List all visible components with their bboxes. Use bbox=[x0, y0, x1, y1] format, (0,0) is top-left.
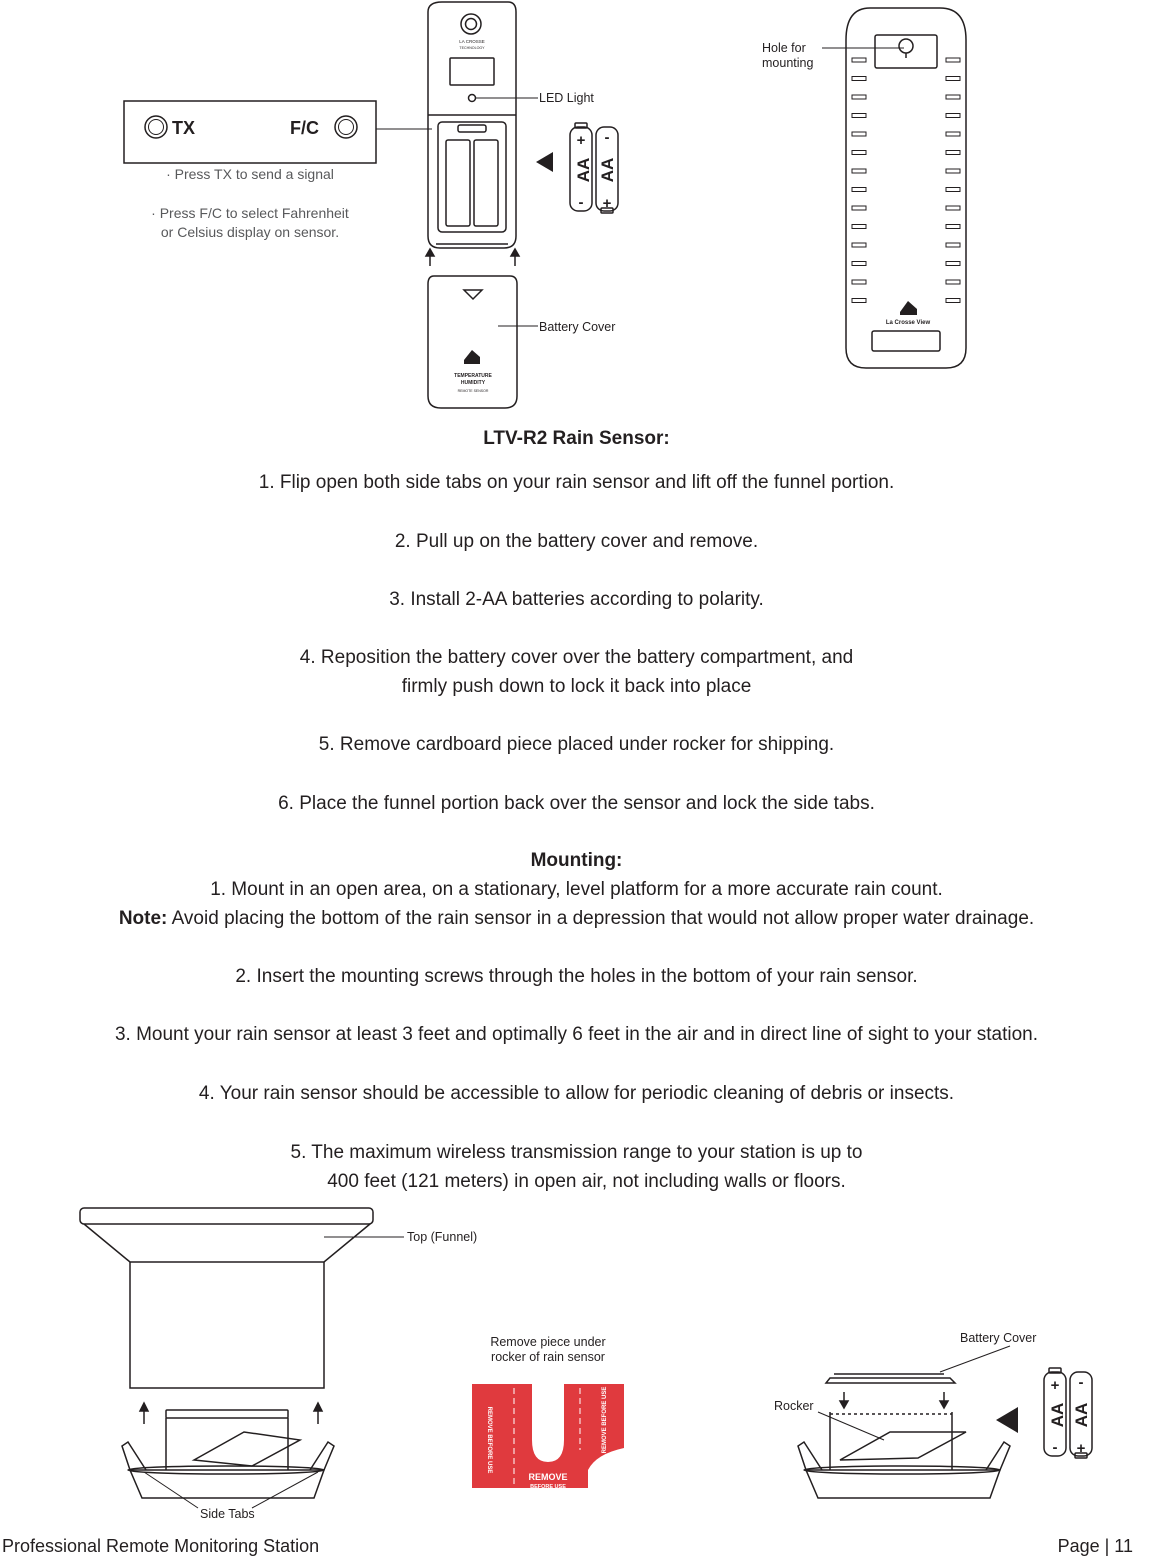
rain-step-6: 6. Place the funnel portion back over the sensor and lock the side tabs. bbox=[278, 793, 875, 814]
back-rib bbox=[852, 58, 866, 62]
mounting-step-2: 2. Insert the mounting screws through the holes in the bottom of your rain sensor. bbox=[235, 966, 918, 987]
footer-page-number: Page | 11 bbox=[1057, 1536, 1133, 1556]
battery-type-3: AA bbox=[1048, 1402, 1067, 1428]
back-rib bbox=[946, 169, 960, 173]
insert-arrow-icon bbox=[996, 1407, 1018, 1433]
back-rib bbox=[852, 151, 866, 155]
battery-plus-4: + bbox=[1076, 1440, 1086, 1457]
back-ribs bbox=[852, 58, 960, 303]
back-rib bbox=[946, 225, 960, 229]
battery-plus: + bbox=[576, 132, 586, 149]
battery-cover-2 bbox=[826, 1374, 955, 1383]
battery-cover-label: Battery Cover bbox=[539, 320, 616, 334]
back-rib bbox=[852, 169, 866, 173]
down-arrow-icon bbox=[840, 1392, 948, 1408]
card-center-text-1: REMOVE bbox=[528, 1472, 568, 1482]
back-rib bbox=[946, 188, 960, 192]
battery-type-4: AA bbox=[1072, 1402, 1091, 1428]
battery-type: AA bbox=[574, 157, 593, 183]
back-rib bbox=[852, 114, 866, 118]
rain-step-5: 5. Remove cardboard piece placed under rocker for shipping. bbox=[318, 734, 835, 755]
fc-note-1: · Press F/C to select Fahrenheit bbox=[151, 205, 349, 221]
mounting-heading: Mounting: bbox=[530, 850, 623, 871]
sensor-base-2 bbox=[798, 1412, 1010, 1498]
card-center-text-2: BEFORE USE bbox=[530, 1484, 566, 1490]
back-rib bbox=[852, 280, 866, 284]
battery-type-2: AA bbox=[598, 157, 617, 183]
battery-minus: - bbox=[578, 194, 584, 211]
rain-step-1: 1. Flip open both side tabs on your rain sensor and lift off the funnel portion. bbox=[258, 472, 895, 493]
back-rib bbox=[946, 151, 960, 155]
rain-step-3: 3. Install 2-AA batteries according to polarity. bbox=[389, 589, 764, 610]
back-rib bbox=[946, 299, 960, 303]
house-logo-icon bbox=[464, 350, 480, 364]
led-light-label: LED Light bbox=[539, 91, 594, 105]
footer-title: Professional Remote Monitoring Station bbox=[2, 1536, 320, 1556]
back-rib bbox=[946, 95, 960, 99]
back-rib bbox=[946, 58, 960, 62]
battery-minus-3: - bbox=[1052, 1439, 1058, 1456]
hole-label-2: mounting bbox=[762, 56, 814, 70]
mounting-step-5-cont: 400 feet (121 meters) in open air, not including walls or floors. bbox=[327, 1171, 846, 1192]
up-arrow-icon bbox=[140, 1403, 322, 1424]
back-rib bbox=[946, 77, 960, 81]
sensor-brand-2: TECHNOLOGY bbox=[459, 46, 485, 50]
card-side-text-1: REMOVE BEFORE USE bbox=[486, 1406, 492, 1474]
back-rib bbox=[852, 132, 866, 136]
cover-text-1: TEMPERATURE bbox=[454, 373, 492, 379]
fc-note-2: or Celsius display on sensor. bbox=[160, 224, 340, 240]
back-rib bbox=[852, 262, 866, 266]
mounting-step-4: 4. Your rain sensor should be accessible to allow for periodic cleaning of debris or insects. bbox=[198, 1083, 955, 1104]
mounting-step-5: 5. The maximum wireless transmission range to your station is up to bbox=[290, 1142, 863, 1163]
mounting-note bbox=[0, 904, 1153, 933]
remove-piece-label-2: rocker of rain sensor bbox=[491, 1350, 605, 1364]
back-rib bbox=[852, 188, 866, 192]
battery-minus-4: - bbox=[1078, 1374, 1084, 1391]
up-arrow-icon bbox=[426, 249, 519, 266]
rain-sensor-heading: LTV-R2 Rain Sensor: bbox=[483, 428, 670, 449]
hole-label-1: Hole for bbox=[762, 41, 806, 55]
fc-label: F/C bbox=[290, 118, 319, 138]
back-rib bbox=[852, 206, 866, 210]
battery-plus-3: + bbox=[1050, 1377, 1060, 1394]
sensor-brand-1: LA CROSSE bbox=[459, 39, 485, 44]
rain-sensor-diagram bbox=[0, 1200, 1153, 1530]
card-side-text-2: REMOVE BEFORE USE bbox=[602, 1386, 608, 1454]
rain-step-4: 4. Reposition the battery cover over the battery compartment, and bbox=[299, 647, 854, 668]
top-funnel-label: Top (Funnel) bbox=[407, 1230, 478, 1244]
insert-arrow-icon bbox=[536, 152, 553, 172]
rain-step-4-cont: firmly push down to lock it back into place bbox=[401, 676, 752, 697]
battery-cover-label-2: Battery Cover bbox=[960, 1331, 1037, 1345]
rain-step-2: 2. Pull up on the battery cover and remove. bbox=[394, 531, 759, 552]
house-logo-icon bbox=[900, 301, 917, 315]
tx-note: · Press TX to send a signal bbox=[166, 166, 334, 182]
note-text: Avoid placing the bottom of the rain sensor in a depression that would not allow proper water drainage. bbox=[167, 908, 1035, 929]
battery-minus-2: - bbox=[604, 129, 610, 146]
note-label: Note: bbox=[118, 908, 168, 929]
mounting-step-3: 3. Mount your rain sensor at least 3 feet and optimally 6 feet in the air and in direct line of sight to your station. bbox=[114, 1024, 1039, 1045]
side-tabs-label: Side Tabs bbox=[200, 1507, 255, 1521]
battery-plus-2: + bbox=[602, 195, 612, 212]
cover-text-3: REMOTE SENSOR bbox=[457, 389, 489, 393]
tx-label: TX bbox=[172, 118, 196, 138]
back-rib bbox=[946, 262, 960, 266]
back-rib bbox=[852, 77, 866, 81]
back-rib bbox=[946, 280, 960, 284]
cover-text-2: HUMIDITY bbox=[460, 380, 486, 386]
funnel bbox=[80, 1208, 373, 1388]
sensor-base bbox=[122, 1410, 334, 1498]
back-rib bbox=[946, 243, 960, 247]
remove-piece-label-1: Remove piece under bbox=[490, 1335, 606, 1349]
back-rib bbox=[852, 95, 866, 99]
mounting-step-1: 1. Mount in an open area, on a stationary, level platform for a more accurate rain count. bbox=[210, 879, 943, 900]
back-rib bbox=[946, 114, 960, 118]
back-brand: La Crosse View bbox=[885, 320, 931, 326]
back-rib bbox=[852, 225, 866, 229]
back-rib bbox=[946, 132, 960, 136]
back-rib bbox=[946, 206, 960, 210]
back-rib bbox=[852, 299, 866, 303]
back-rib bbox=[852, 243, 866, 247]
rocker-label: Rocker bbox=[774, 1399, 814, 1413]
